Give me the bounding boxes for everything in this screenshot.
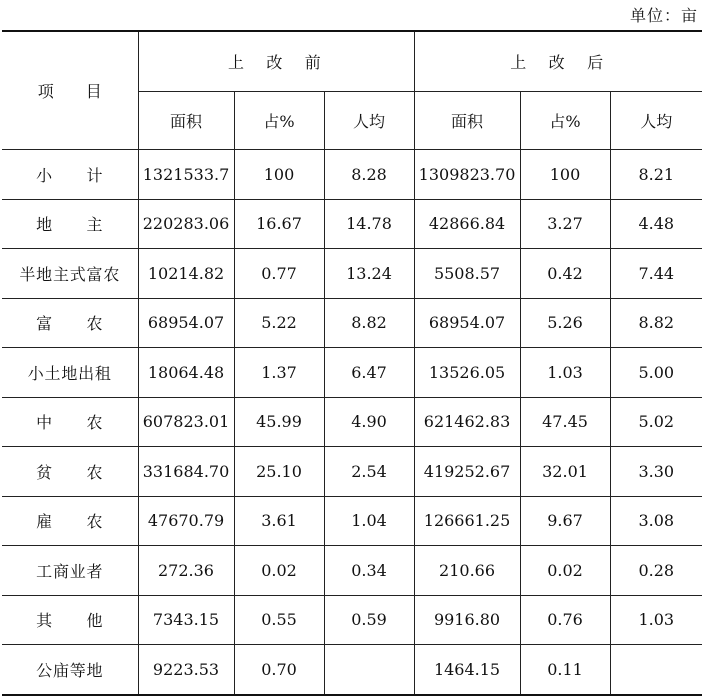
cell: 0.02 <box>234 546 324 596</box>
cell: 100 <box>520 150 610 200</box>
table-row <box>2 249 702 299</box>
table-row <box>2 447 702 497</box>
cell <box>324 645 414 695</box>
cell: 47670.79 <box>138 496 234 546</box>
cell: 0.59 <box>324 595 414 645</box>
cell: 9916.80 <box>414 595 520 645</box>
row-label: 中 农 <box>2 397 138 447</box>
cell: 0.42 <box>520 249 610 299</box>
cell: 210.66 <box>414 546 520 596</box>
header-col-pct-after: 占% <box>520 92 610 150</box>
cell: 1.04 <box>324 496 414 546</box>
row-label: 地 主 <box>2 199 138 249</box>
cell: 5508.57 <box>414 249 520 299</box>
table-row <box>2 199 702 249</box>
cell: 7343.15 <box>138 595 234 645</box>
cell: 621462.83 <box>414 397 520 447</box>
cell: 5.00 <box>610 348 702 398</box>
table-row <box>2 595 702 645</box>
header-item: 项 目 <box>2 31 138 150</box>
cell: 7.44 <box>610 249 702 299</box>
row-label: 小 计 <box>2 150 138 200</box>
cell: 42866.84 <box>414 199 520 249</box>
cell: 18064.48 <box>138 348 234 398</box>
table-row <box>2 348 702 398</box>
cell: 0.34 <box>324 546 414 596</box>
cell: 100 <box>234 150 324 200</box>
table-row <box>2 397 702 447</box>
table-row <box>2 546 702 596</box>
row-label: 公庙等地 <box>2 645 138 695</box>
row-label: 小土地出租 <box>2 348 138 398</box>
cell: 126661.25 <box>414 496 520 546</box>
cell: 0.77 <box>234 249 324 299</box>
cell: 419252.67 <box>414 447 520 497</box>
row-label: 工商业者 <box>2 546 138 596</box>
row-label: 雇 农 <box>2 496 138 546</box>
cell: 8.28 <box>324 150 414 200</box>
cell: 0.70 <box>234 645 324 695</box>
cell: 16.67 <box>234 199 324 249</box>
cell: 3.30 <box>610 447 702 497</box>
row-label: 其 他 <box>2 595 138 645</box>
cell: 3.61 <box>234 496 324 546</box>
cell: 9223.53 <box>138 645 234 695</box>
cell: 13.24 <box>324 249 414 299</box>
header-col-pct-before: 占% <box>234 92 324 150</box>
table-row <box>2 298 702 348</box>
cell: 8.82 <box>610 298 702 348</box>
cell <box>610 645 702 695</box>
cell: 9.67 <box>520 496 610 546</box>
cell: 5.26 <box>520 298 610 348</box>
cell: 0.76 <box>520 595 610 645</box>
table-row <box>2 150 702 200</box>
cell: 3.08 <box>610 496 702 546</box>
cell: 272.36 <box>138 546 234 596</box>
cell: 0.28 <box>610 546 702 596</box>
header-row-1 <box>2 31 702 92</box>
cell: 1464.15 <box>414 645 520 695</box>
cell: 331684.70 <box>138 447 234 497</box>
land-table <box>2 30 702 696</box>
row-label: 半地主式富农 <box>2 249 138 299</box>
cell: 6.47 <box>324 348 414 398</box>
row-label: 贫 农 <box>2 447 138 497</box>
header-col-area-after: 面积 <box>414 92 520 150</box>
cell: 13526.05 <box>414 348 520 398</box>
header-col-percap-after: 人均 <box>610 92 702 150</box>
cell: 5.02 <box>610 397 702 447</box>
cell: 14.78 <box>324 199 414 249</box>
cell: 1309823.70 <box>414 150 520 200</box>
table-row <box>2 645 702 695</box>
cell: 10214.82 <box>138 249 234 299</box>
cell: 3.27 <box>520 199 610 249</box>
cell: 4.90 <box>324 397 414 447</box>
cell: 220283.06 <box>138 199 234 249</box>
table-row <box>2 496 702 546</box>
cell: 47.45 <box>520 397 610 447</box>
cell: 0.11 <box>520 645 610 695</box>
cell: 1.03 <box>610 595 702 645</box>
header-before: 上 改 前 <box>138 31 414 92</box>
header-after: 上 改 后 <box>414 31 702 92</box>
cell: 2.54 <box>324 447 414 497</box>
row-label: 富 农 <box>2 298 138 348</box>
cell: 8.21 <box>610 150 702 200</box>
cell: 5.22 <box>234 298 324 348</box>
header-col-area-before: 面积 <box>138 92 234 150</box>
cell: 0.55 <box>234 595 324 645</box>
cell: 32.01 <box>520 447 610 497</box>
cell: 8.82 <box>324 298 414 348</box>
cell: 68954.07 <box>138 298 234 348</box>
cell: 1.37 <box>234 348 324 398</box>
unit-label: 单位：亩 <box>629 6 698 25</box>
cell: 1321533.7 <box>138 150 234 200</box>
header-col-percap-before: 人均 <box>324 92 414 150</box>
cell: 607823.01 <box>138 397 234 447</box>
cell: 68954.07 <box>414 298 520 348</box>
cell: 4.48 <box>610 199 702 249</box>
cell: 0.02 <box>520 546 610 596</box>
cell: 25.10 <box>234 447 324 497</box>
cell: 45.99 <box>234 397 324 447</box>
cell: 1.03 <box>520 348 610 398</box>
